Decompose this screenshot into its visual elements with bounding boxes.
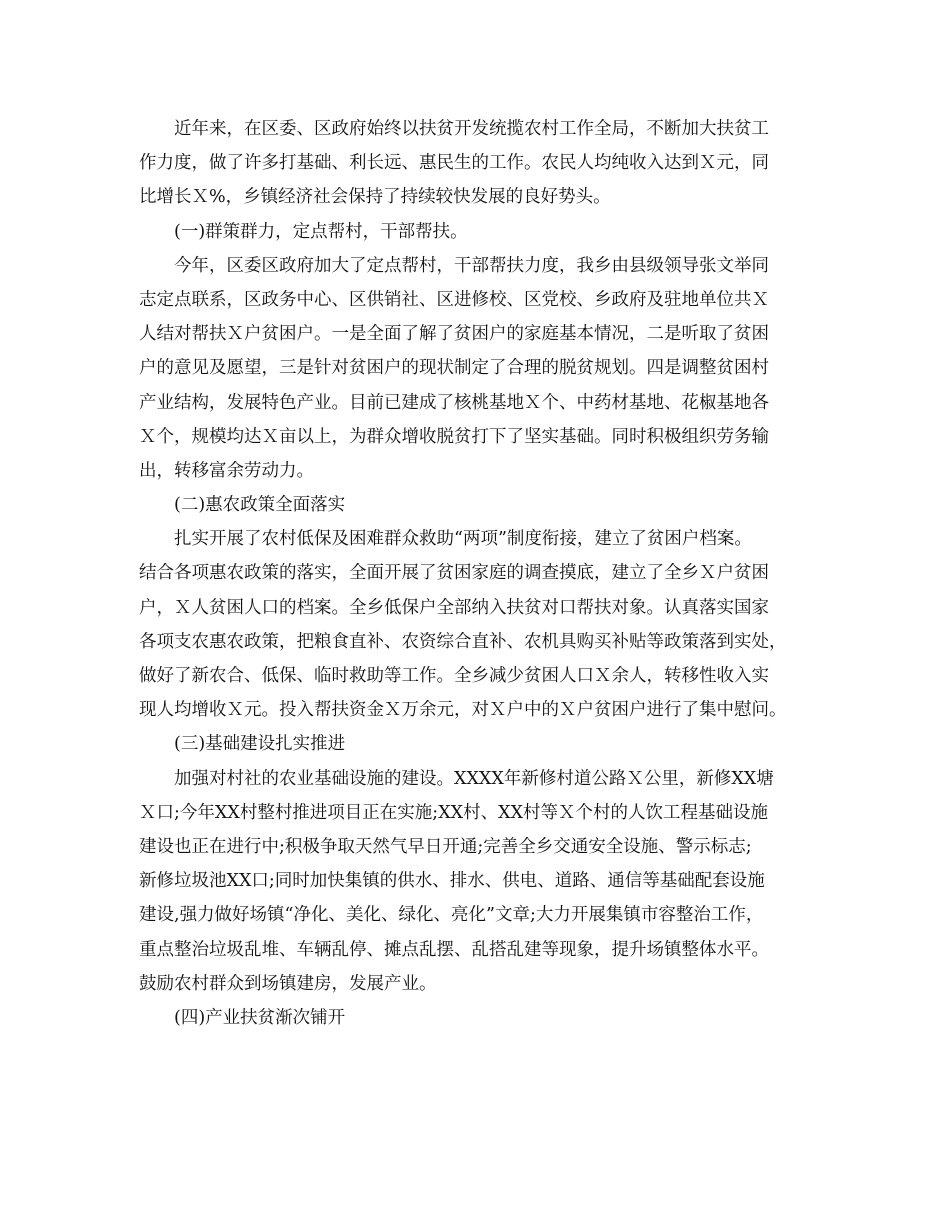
text-line: 产业结构，发展特色产业。目前已建成了核桃基地Ｘ个、中药材基地、花椒基地各	[139, 392, 769, 413]
text-line: 比增长Ｘ%，乡镇经济社会保持了持续较快发展的良好势头。	[139, 187, 611, 208]
text-line: 现人均增收Ｘ元。投入帮扶资金Ｘ万余元，对Ｘ户中的Ｘ户贫困户进行了集中慰问。	[139, 700, 787, 721]
heading-line: (一)群策群力，定点帮村，干部帮扶。	[174, 221, 468, 242]
section-heading-1	[139, 215, 824, 249]
text-line: Ｘ口;今年XX村整村推进项目正在实施;XX村、XX村等Ｘ个村的人饮工程基础设施	[139, 802, 769, 823]
text-line: 扎实开展了农村低保及困难群众救助“两项”制度衔接，建立了贫困户档案。	[174, 529, 752, 550]
text-line: 结合各项惠农政策的落实，全面开展了贫困家庭的调查摸底，建立了全乡Ｘ户贫困	[139, 563, 769, 584]
text-line: 新修垃圾池XX口;同时加快集镇的供水、排水、供电、道路、通信等基础配套设施	[139, 871, 765, 892]
text-line: 建设,强力做好场镇“净化、美化、绿化、亮化”文章;大力开展集镇市容整治工作，	[139, 905, 764, 926]
text-line: 各项支农惠农政策，把粮食直补、农资综合直补、农机具购买补贴等政策落到实处，	[139, 631, 787, 652]
text-line: 作力度，做了许多打基础、利长远、惠民生的工作。农民人均纯收入达到Ｘ元，同	[139, 153, 769, 174]
text-line: 户的意见及愿望，三是针对贫困户的现状制定了合理的脱贫规划。四是调整贫困村	[139, 358, 769, 379]
text-line: 人结对帮扶Ｘ户贫困户。一是全面了解了贫困户的家庭基本情况，二是听取了贫困	[139, 324, 769, 345]
text-line: 志定点联系，区政务中心、区供销社、区进修校、区党校、乡政府及驻地单位共Ｘ	[139, 289, 769, 310]
text-line: 近年来，在区委、区政府始终以扶贫开发统揽农村工作全局，不断加大扶贫工	[174, 119, 769, 139]
text-line: 建设也正在进行中;积极争取天然气早日开通;完善全乡交通安全设施、警示标志;	[139, 836, 752, 857]
paragraph-intro	[139, 112, 824, 215]
text-line: 户，Ｘ人贫困人口的档案。全乡低保户全部纳入扶贫对口帮扶对象。认真落实国家	[139, 597, 769, 618]
text-line: 加强对村社的农业基础设施的建设。XXXX年新修村道公路Ｘ公里，新修XX塘	[174, 768, 774, 789]
section-heading-2	[139, 488, 824, 522]
paragraph-section-3	[139, 762, 824, 1001]
document-body	[139, 112, 824, 1035]
text-line: 今年，区委区政府加大了定点帮村，干部帮扶力度，我乡由县级领导张文举同	[174, 255, 769, 276]
heading-line: (三)基础建设扎实推进	[174, 734, 346, 755]
paragraph-section-1	[139, 249, 824, 488]
section-heading-4	[139, 1001, 824, 1035]
text-line: Ｘ个，规模均达Ｘ亩以上，为群众增收脱贫打下了坚实基础。同时积极组织劳务输	[139, 426, 769, 447]
heading-line: (四)产业扶贫渐次铺开	[174, 1007, 346, 1028]
heading-line: (二)惠农政策全面落实	[174, 495, 346, 516]
text-line: 做好了新农合、低保、临时救助等工作。全乡减少贫困人口Ｘ余人，转移性收入实	[139, 666, 769, 686]
text-line: 鼓励农村群众到场镇建房，发展产业。	[139, 973, 437, 994]
section-heading-3	[139, 727, 824, 761]
text-line: 出，转移富余劳动力。	[139, 460, 314, 481]
text-line: 重点整治垃圾乱堆、车辆乱停、摊点乱摆、乱搭乱建等现象，提升场镇整体水平。	[139, 939, 769, 960]
paragraph-section-2	[139, 522, 824, 727]
